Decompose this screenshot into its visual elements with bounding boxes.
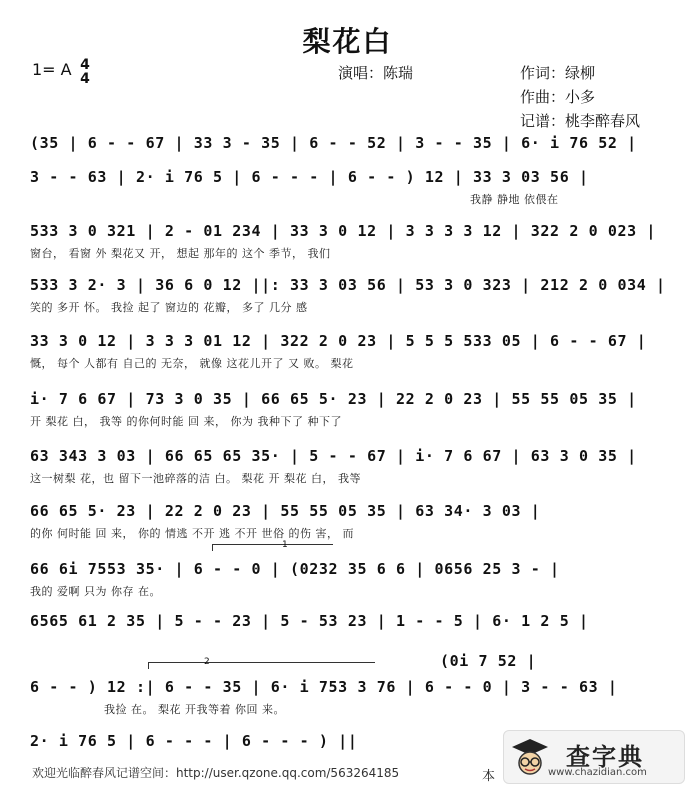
time-sig-top: 4: [80, 57, 90, 73]
singer: 演唱：陈瑞: [338, 64, 414, 82]
transcriber: 记谱：桃李醉春风: [520, 112, 641, 130]
volta-1-label: 1: [282, 540, 288, 550]
volta-bracket-2: [148, 662, 375, 669]
notation-row-5: 33 3 0 12 | 3 3 3 01 12 | 322 2 0 23 | 5 5 5 533 05 | 6 - - 67 |: [30, 332, 647, 350]
notation-row-4: 533 3 2· 3 | 36 6 0 12 ||: 33 3 03 56 | 53 3 0 323 | 212 2 0 034 |: [30, 276, 666, 294]
footer-note: 欢迎光临醉春风记谱空间：http://user.qzone.qq.com/563264185: [32, 766, 400, 780]
notation-row-10: 6565 61 2 35 | 5 - - 23 | 5 - 53 23 | 1 - - 5 | 6· 1 2 5 |: [30, 612, 589, 630]
notation-row-3: 533 3 0 321 | 2 - 01 234 | 33 3 0 12 | 3 3 3 3 12 | 322 2 0 023 |: [30, 222, 656, 240]
site-logo[interactable]: [482, 730, 685, 784]
lyric-row-4: 笑的 多开 怀。 我捡 起了 窗边的 花瓣， 多了 几分 感: [30, 301, 308, 314]
lyric-row-7: 这一树梨 花，也 留下一池碎落的洁 白。 梨花 开 梨花 白， 我等: [30, 472, 361, 485]
notation-row-11: 6 - - ) 12 :| 6 - - 35 | 6· i 753 3 76 | 6 - - 0 | 3 - - 63 |: [30, 678, 618, 696]
song-title: 梨花白: [302, 25, 393, 58]
lyric-row-8: 的你 何时能 回 来， 你的 情逃 不开 逃 不开 世俗 的伤 害， 而: [30, 527, 354, 540]
lyricist: 作词：绿柳: [520, 64, 596, 82]
alt-ending: (0i 7 52 |: [440, 652, 537, 670]
volta-bracket-1: [212, 544, 333, 551]
notation-row-1: (35 | 6 - - 67 | 33 3 - 35 | 6 - - 52 | 3 - - 35 | 6· i 76 52 |: [30, 134, 637, 152]
key-signature: 1= A: [32, 60, 72, 79]
logo-text: 查字典: [566, 743, 644, 771]
notation-row-7: 63 343 3 03 | 66 65 65 35· | 5 - - 67 | i· 7 6 67 | 63 3 0 35 |: [30, 447, 637, 465]
logo-url: www.chazidian.com: [548, 767, 647, 778]
notation-row-8: 66 65 5· 23 | 22 2 0 23 | 55 55 05 35 | 63 34· 3 03 |: [30, 502, 541, 520]
lyric-row-2: 我静 静地 依偎在: [470, 193, 559, 206]
composer: 作曲：小多: [520, 88, 596, 106]
time-signature: [76, 58, 94, 86]
lyric-row-3: 窗台， 看窗 外 梨花又 开， 想起 那年的 这个 季节， 我们: [30, 247, 331, 260]
notation-row-6: i· 7 6 67 | 73 3 0 35 | 66 65 5· 23 | 22 2 0 23 | 55 55 05 35 |: [30, 390, 637, 408]
time-sig-bottom: 4: [80, 71, 90, 87]
notation-row-12: 2· i 76 5 | 6 - - - | 6 - - - ) ||: [30, 732, 358, 750]
notation-row-9: 66 6i 7553 35· | 6 - - 0 | (0232 35 6 6 | 0656 25 3 - |: [30, 560, 560, 578]
lyric-row-9: 我的 爱啊 只为 你存 在。: [30, 585, 161, 598]
lyric-row-5: 慨， 每个 人都有 自己的 无奈， 就像 这花儿开了 又 败。 梨花: [30, 357, 354, 370]
lyric-row-6: 开 梨花 白， 我等 的你何时能 回 来， 你为 我种下了 种下了: [30, 415, 342, 428]
graduate-face-icon: [510, 737, 550, 777]
notation-row-2: 3 - - 63 | 2· i 76 5 | 6 - - - | 6 - - ) 12 | 33 3 03 56 |: [30, 168, 589, 186]
lyric-row-11: 我捡 在。 梨花 开我等着 你回 来。: [104, 703, 285, 716]
logo-book-label: 本: [482, 769, 496, 784]
volta-2-label: 2: [204, 657, 210, 667]
